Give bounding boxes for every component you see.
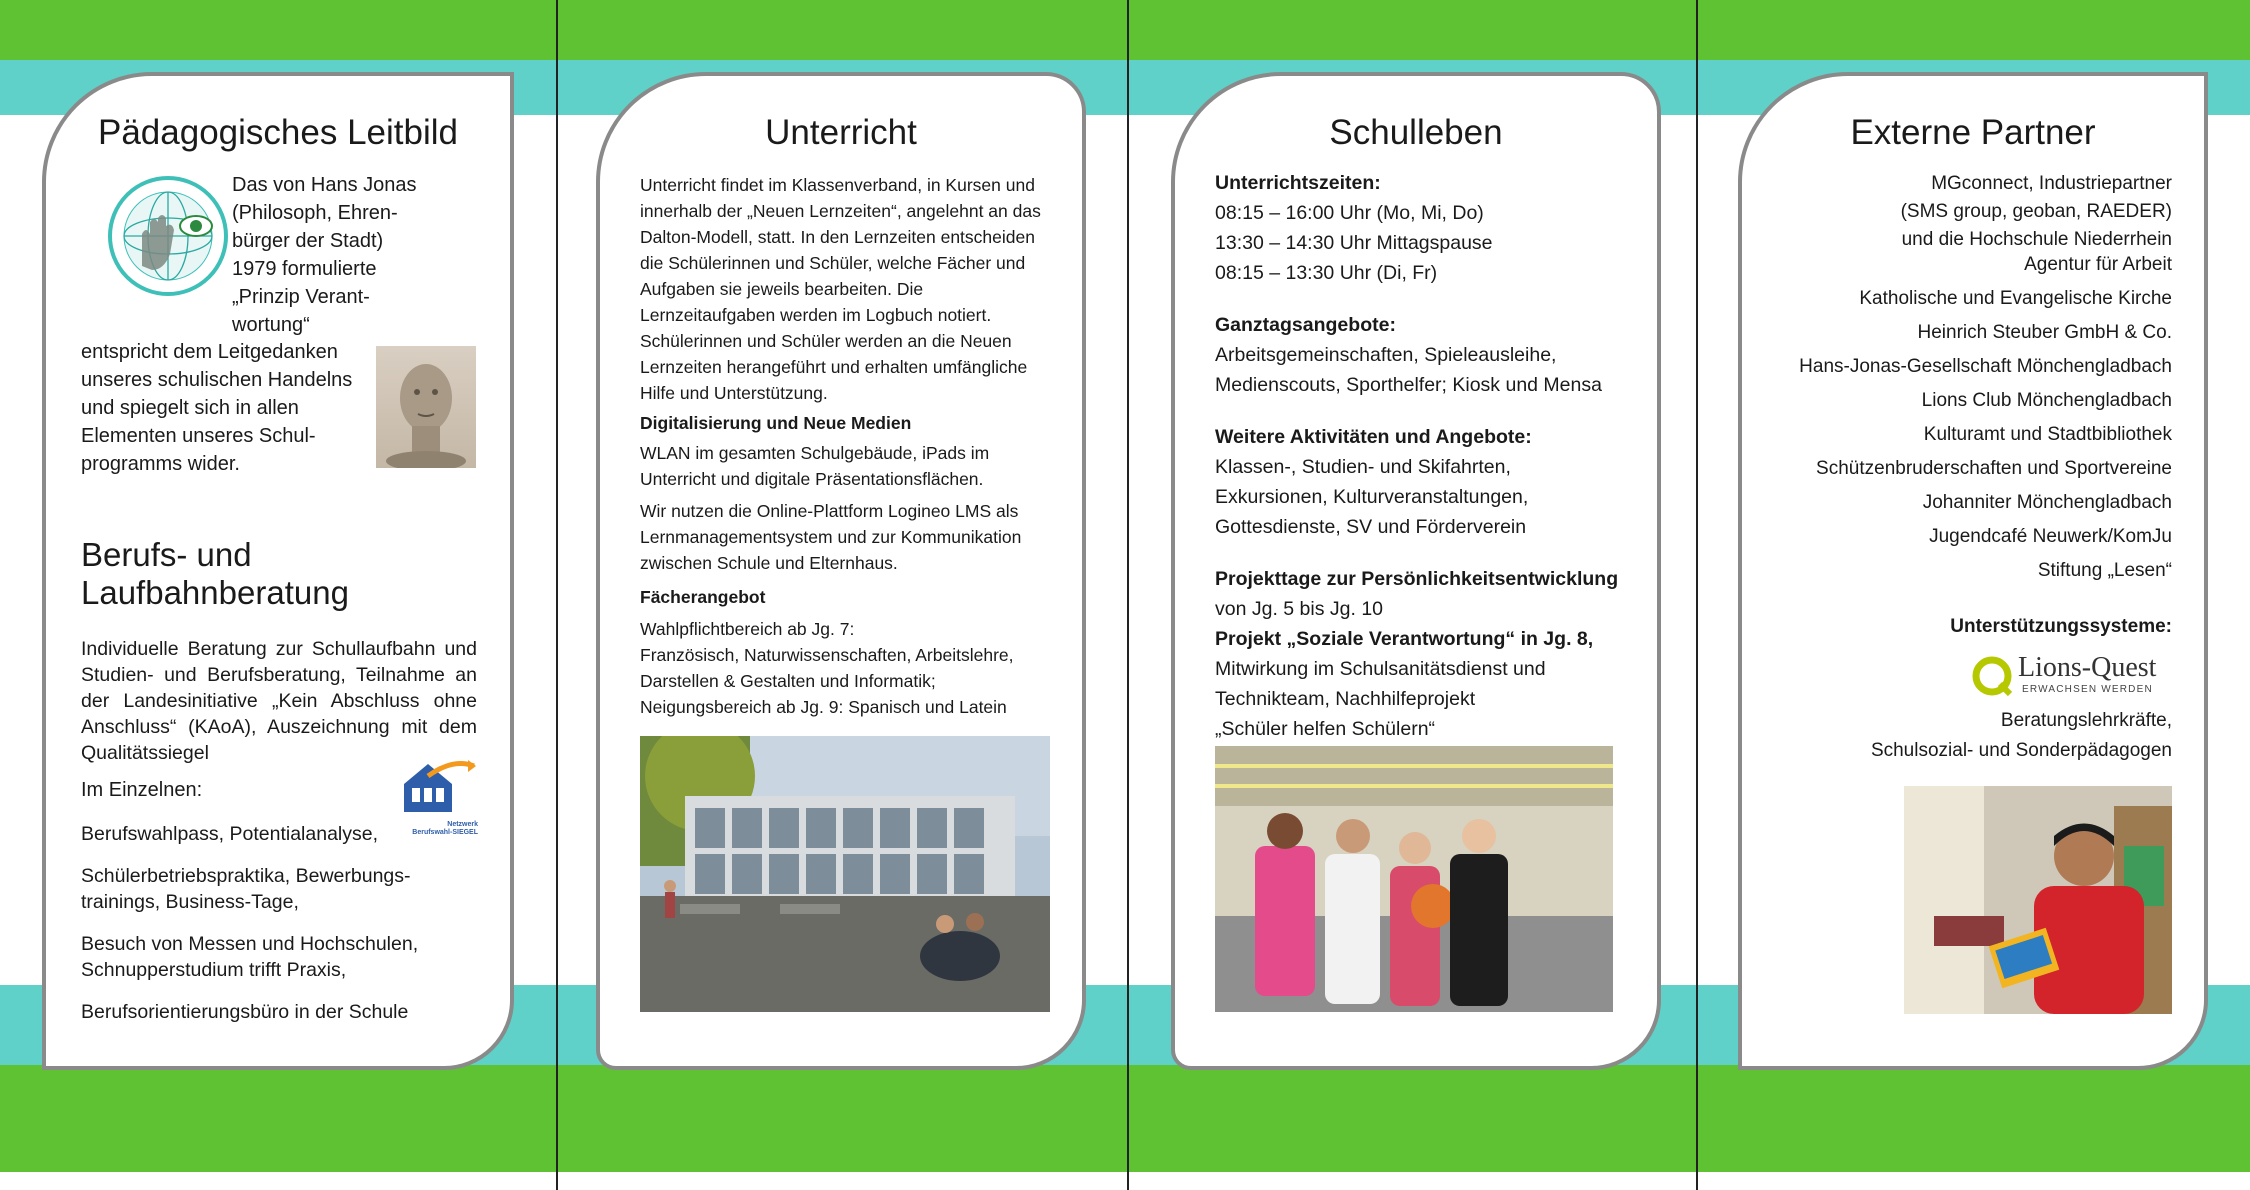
partner-item: Jugendcafé Neuwerk/KomJu [1929, 526, 2172, 547]
panel-schulleben [1171, 72, 1661, 1070]
intro-line: Das von Hans Jonas [232, 174, 417, 196]
subheading: Projekttage zur Persönlichkeitsentwicklung [1215, 568, 1619, 590]
student-with-book-photo [1904, 786, 2172, 1014]
hans-jonas-bust-image [376, 346, 476, 468]
section-heading-beratung [81, 536, 349, 612]
panel-title: Schulleben [1329, 113, 1503, 152]
bottom-green-band [0, 1065, 2250, 1185]
continuation-line: unseres schulischen Handelns [81, 369, 353, 391]
bottom-white-strip [0, 1172, 2250, 1190]
intro-line: wortung“ [232, 314, 310, 336]
subheading: Digitalisierung und Neue Medien [640, 413, 912, 433]
text-line: Technikteam, Nachhilfeprojekt [1215, 688, 1476, 710]
lions-quest-subtitle: ERWACHSEN WERDEN [2022, 684, 2153, 695]
intro-line: 1979 formulierte [232, 258, 377, 280]
partner-item: Kulturamt und Stadtbibliothek [1923, 424, 2172, 445]
partner-line: und die Hochschule Niederrhein [1901, 229, 2172, 250]
partner-first [1742, 170, 2172, 254]
panel-title: Externe Partner [1850, 113, 2096, 152]
fold-line-1 [556, 0, 558, 1190]
fold-line-3 [1696, 0, 1698, 1190]
time-line: 13:30 – 14:30 Uhr Mittagspause [1215, 232, 1493, 254]
intro-line: „Prinzip Verant- [232, 286, 370, 308]
beratung-description: Individuelle Beratung zur Schullaufbahn und Studien- und Berufsberatung, Teilnahme an der Landesinitiative „Kein Abschluss ohne Anschluss“ (KAoA), Auszeichnung mit dem Qualitätssiegel [81, 638, 477, 764]
list-item: Besuch von Messen und Hochschulen, Schnupperstudium trifft Praxis, [81, 933, 419, 981]
partner-item: Schützenbruderschaften und Sportvereine [1816, 458, 2172, 479]
list-item: Schülerbetriebspraktika, Bewerbungs- trainings, Business-Tage, [81, 865, 411, 913]
siegel-line: Netzwerk [447, 821, 478, 828]
text-line: Exkursionen, Kulturveranstaltungen, [1215, 486, 1529, 508]
time-line: 08:15 – 13:30 Uhr (Di, Fr) [1215, 262, 1438, 284]
support-item: Beratungslehrkräfte, [2000, 710, 2172, 731]
list-item: Berufsorientierungsbüro in der Schule [81, 1001, 409, 1023]
partner-item: Stiftung „Lesen“ [2037, 560, 2172, 581]
partner-line: MGconnect, Industriepartner [1931, 173, 2172, 194]
continuation-line: programms wider. [81, 453, 240, 475]
beratung-items [81, 821, 481, 1025]
partner-item: Agentur für Arbeit [2024, 254, 2172, 275]
panel-title: Unterricht [765, 113, 917, 152]
paragraph: Wir nutzen die Online-Plattform Logineo LMS als Lernmanagementsystem und zur Kommunikation zwischen Schule und Elternhaus. [640, 501, 1022, 573]
text-line: Arbeitsgemeinschaften, Spieleausleihe, [1215, 344, 1557, 366]
paragraph: Wahlpflichtbereich ab Jg. 7: Französisch, Naturwissenschaften, Arbeitslehre, Darstellen & Gestalten und Informatik; Neigungsbereich ab Jg. 9: Spanisch und Latein [640, 619, 1014, 717]
subheading: Ganztagsangebote: [1215, 314, 1396, 336]
subheading: Projekt „Soziale Verantwortung“ in Jg. 8, [1215, 628, 1594, 650]
paragraph: Unterricht findet im Klassenverband, in Kursen und innerhalb der „Neuen Lernzeiten“, angelehnt an das Dalton-Modell, statt. In den Lernzeiten entscheiden die Schülerinnen und Schüler, welche Fächer und Aufgaben sie jeweils bearbeiten. Die Lernzeitaufgaben werden im Logbuch notiert. Schülerinnen und Schüler werden an die Neuen Lernzeiten herangeführt und erhalten umfängliche Hilfe und Unterstützung. [640, 175, 1041, 403]
text-line: von Jg. 5 bis Jg. 10 [1215, 598, 1384, 620]
partner-item: Katholische und Evangelische Kirche [1859, 288, 2172, 309]
text-line: Medienscouts, Sporthelfer; Kiosk und Mensa [1215, 374, 1602, 396]
im-einzelnen-label: Im Einzelnen: [81, 779, 203, 801]
partner-list [1742, 248, 2172, 588]
partner-line: (SMS group, geoban, RAEDER) [1900, 201, 2172, 222]
top-green-band [0, 0, 2250, 60]
lions-quest-logo [1972, 654, 2172, 698]
partner-item: Hans-Jonas-Gesellschaft Mönchengladbach [1799, 356, 2172, 377]
subheading: Weitere Aktivitäten und Angebote: [1215, 426, 1532, 448]
section-heading-line: Berufs- und [81, 536, 252, 573]
subheading: Unterrichtszeiten: [1215, 172, 1381, 194]
continuation-line: entspricht dem Leitgedanken [81, 341, 338, 363]
school-logo [104, 174, 232, 298]
partner-item: Lions Club Mönchengladbach [1921, 390, 2172, 411]
panel-leitbild [42, 72, 514, 1070]
partner-item: Heinrich Steuber GmbH & Co. [1917, 322, 2172, 343]
lions-quest-name: Lions-Quest [2018, 652, 2157, 683]
text-line: „Schüler helfen Schülern“ [1215, 718, 1436, 740]
support-item: Schulsozial- und Sonderpädagogen [1870, 740, 2172, 761]
panel-externe-partner [1738, 72, 2208, 1070]
school-building-photo [640, 736, 1050, 1012]
unterricht-body [640, 172, 1052, 720]
paragraph: WLAN im gesamten Schulgebäude, iPads im Unterricht und digitale Präsentationsflächen. [640, 443, 990, 489]
support-list [1742, 706, 2172, 766]
students-gym-photo [1215, 746, 1613, 1012]
text-line: Mitwirkung im Schulsanitätsdienst und [1215, 658, 1546, 680]
list-item: Berufswahlpass, Potentialanalyse, [81, 823, 379, 845]
time-line: 08:15 – 16:00 Uhr (Mo, Mi, Do) [1215, 202, 1484, 224]
continuation-line: und spiegelt sich in allen [81, 397, 299, 419]
panel-title: Pädagogisches Leitbild [98, 113, 458, 152]
continuation-line: Elementen unseres Schul- [81, 425, 316, 447]
partner-item: Johanniter Mönchengladbach [1922, 492, 2172, 513]
fold-line-2 [1127, 0, 1129, 1190]
intro-text [232, 171, 422, 339]
subheading: Fächerangebot [640, 587, 766, 607]
text-line: Gottesdienste, SV und Förderverein [1215, 516, 1527, 538]
intro-line: bürger der Stadt) [232, 230, 384, 252]
text-line: Klassen-, Studien- und Skifahrten, [1215, 456, 1511, 478]
lions-quest-icon [1972, 656, 2012, 696]
support-heading: Unterstützungssysteme: [1950, 616, 2172, 637]
section-heading-line: Laufbahnberatung [81, 574, 349, 611]
siegel-line: Berufswahl-SIEGEL [412, 829, 478, 836]
intro-line: (Philosoph, Ehren- [232, 202, 398, 224]
continuation-text [81, 338, 371, 478]
schulleben-body [1215, 168, 1645, 744]
panel-unterricht [596, 72, 1086, 1070]
